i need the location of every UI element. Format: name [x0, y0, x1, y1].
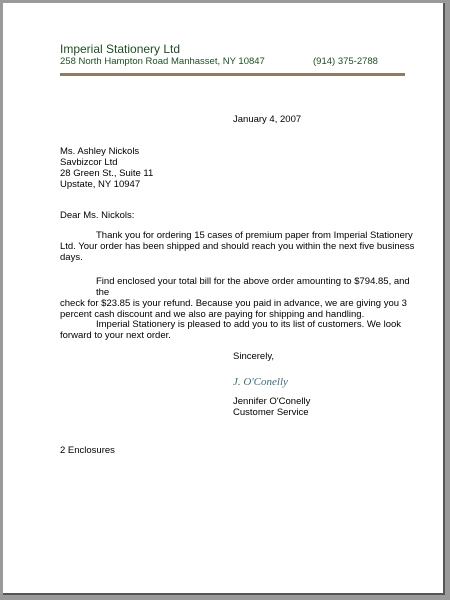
paragraph-2-line: check for $23.85 is your refund. Because you paid in advance, we are giving you 3 — [60, 297, 407, 309]
signature: J. O'Conelly — [233, 376, 288, 388]
paragraph-1-line: Ltd. Your order has been shipped and should reach you within the next five business — [60, 240, 415, 252]
recipient-city: Upstate, NY 10947 — [60, 179, 141, 190]
letterhead-company: Imperial Stationery Ltd — [60, 42, 181, 56]
paragraph-1-line: days. — [60, 251, 83, 263]
paragraph-1-line: Thank you for ordering 15 cases of premium paper from Imperial Stationery — [96, 230, 413, 241]
letter-date: January 4, 2007 — [233, 114, 302, 125]
body-paragraph-1 — [60, 231, 415, 264]
enclosures-note: 2 Enclosures — [60, 445, 115, 456]
recipient-name: Ms. Ashley Nickols — [60, 146, 140, 157]
paragraph-2-line: Find enclosed your total bill for the above order amounting to $794.85, and the — [96, 276, 410, 298]
paragraph-2-line: percent cash discount and we also are paying for shipping and handling. — [60, 308, 365, 320]
letterhead-phone: (914) 375-2788 — [313, 56, 378, 67]
signer-name: Jennifer O'Conelly — [233, 396, 311, 407]
recipient-street: 28 Green St., Suite 11 — [60, 168, 154, 179]
salutation: Dear Ms. Nickols: — [60, 210, 135, 221]
body-paragraph-2 — [60, 277, 415, 321]
recipient-company: Savbizcor Ltd — [60, 157, 118, 168]
paragraph-3-line: forward to your next order. — [60, 329, 171, 341]
letterhead-divider — [60, 73, 405, 76]
letter-page — [3, 3, 445, 595]
letterhead-city: Manhasset, NY 10847 — [171, 56, 265, 67]
paragraph-3-line: Imperial Stationery is pleased to add you to its list of customers. We look — [96, 319, 402, 330]
body-paragraph-3 — [60, 320, 415, 342]
signer-title: Customer Service — [233, 407, 309, 418]
letterhead-street: 258 North Hampton Road — [60, 56, 169, 67]
closing: Sincerely, — [233, 351, 275, 362]
